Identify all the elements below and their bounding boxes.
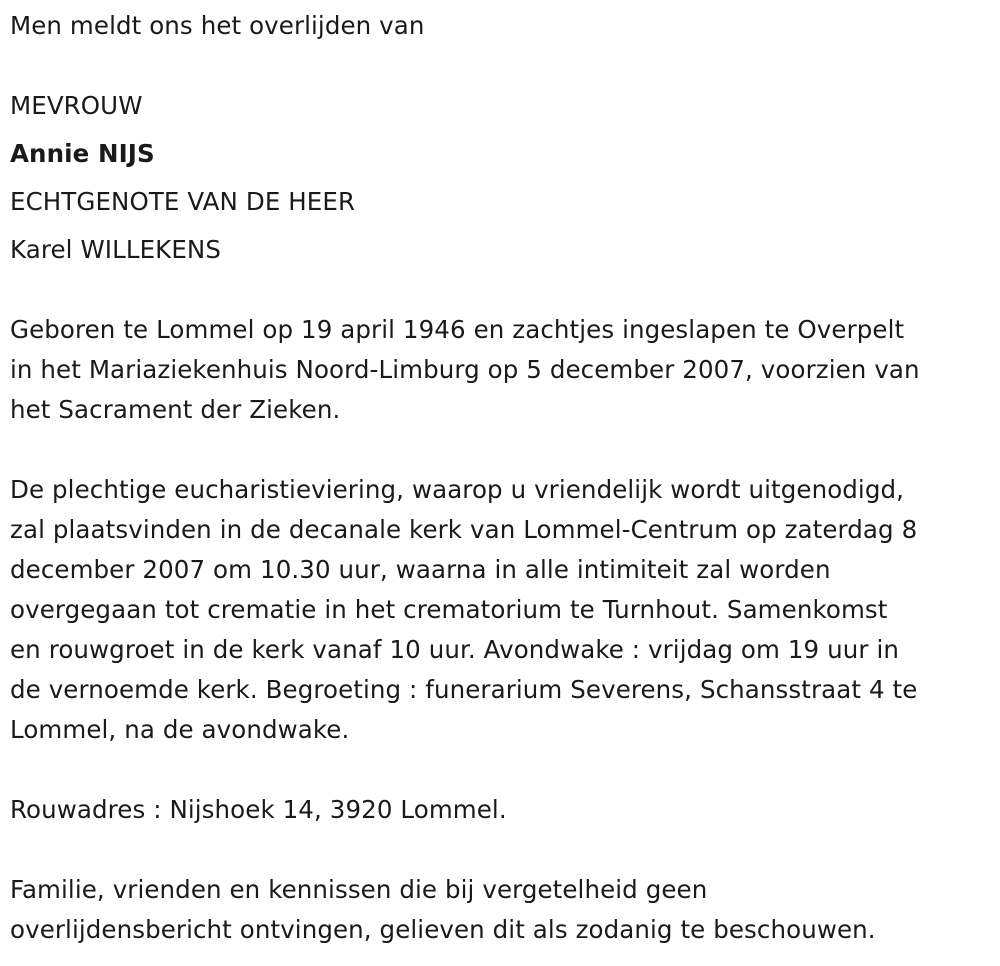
intro-text: Men meldt ons het overlijden van [10, 11, 425, 40]
birth-line-2: in het Mariaziekenhuis Noord-Limburg op 5 december 2007, voorzien van [10, 355, 920, 384]
deceased-name: Annie NIJS [10, 139, 155, 168]
birth-line-1: Geboren te Lommel op 19 april 1946 en zachtjes ingeslapen te Overpelt [10, 315, 905, 344]
ceremony-line-6: de vernoemde kerk. Begroeting : funerarium Severens, Schansstraat 4 te [10, 675, 918, 704]
ceremony-line-7: Lommel, na de avondwake. [10, 715, 350, 744]
ceremony-line-4: overgegaan tot crematie in het crematorium te Turnhout. Samenkomst [10, 595, 888, 624]
ceremony-line-5: en rouwgroet in de kerk vanaf 10 uur. Avondwake : vrijdag om 19 uur in [10, 635, 899, 664]
relation-text: ECHTGENOTE VAN DE HEER [10, 187, 356, 216]
closing-line-2: overlijdensbericht ontvingen, gelieven dit als zodanig te beschouwen. [10, 915, 876, 944]
ceremony-line-1: De plechtige eucharistieviering, waarop u vriendelijk wordt uitgenodigd, [10, 475, 905, 504]
ceremony-line-2: zal plaatsvinden in de decanale kerk van Lommel-Centrum op zaterdag 8 [10, 515, 918, 544]
birth-line-3: het Sacrament der Zieken. [10, 395, 341, 424]
title-text: MEVROUW [10, 91, 143, 120]
ceremony-line-3: december 2007 om 10.30 uur, waarna in alle intimiteit zal worden [10, 555, 831, 584]
closing-line-1: Familie, vrienden en kennissen die bij vergetelheid geen [10, 875, 708, 904]
mourning-address: Rouwadres : Nijshoek 14, 3920 Lommel. [10, 795, 507, 824]
spouse-name: Karel WILLEKENS [10, 235, 222, 264]
